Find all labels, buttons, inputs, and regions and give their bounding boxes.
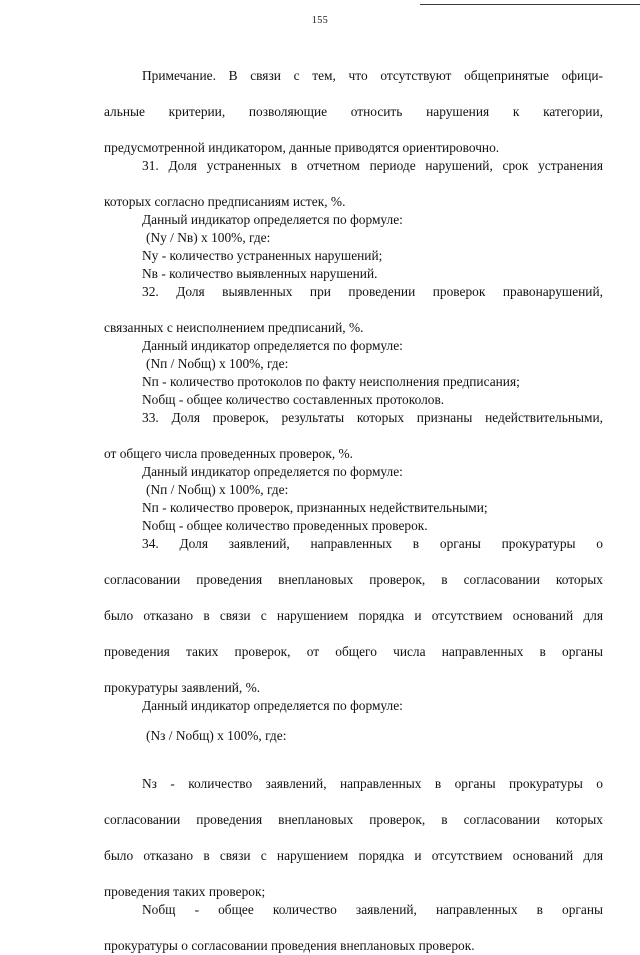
document-body (104, 67, 603, 955)
item-31-line: 31. Доля устраненных в отчетном периоде нарушений, срок устранения (142, 158, 603, 173)
definition-line: Nу - количество устраненных нарушений; (142, 248, 383, 263)
definition-line: Nобщ - общее количество заявлений, направленных в органы (142, 902, 603, 917)
item-32-line: связанных с неисполнением предписаний, %. (104, 320, 364, 335)
item-33-line: 33. Доля проверок, результаты которых признаны недействительными, (142, 410, 603, 425)
page-number: 155 (311, 15, 329, 26)
definition-line: Nобщ - общее количество составленных протоколов. (142, 392, 445, 407)
definition-line: Nп - количество протоколов по факту неисполнения предписания; (142, 374, 520, 389)
item-34-line: было отказано в связи с нарушением порядка и отсутствием оснований для (104, 608, 603, 623)
definition-line: Nобщ - общее количество проведенных проверок. (142, 518, 428, 533)
formula-33: (Nп / Nобщ) x 100%, где: (146, 482, 289, 497)
definition-line: Nз - количество заявлений, направленных в органы прокуратуры о (142, 776, 603, 791)
definition-line: проведения таких проверок; (104, 884, 266, 899)
item-32-line: 32. Доля выявленных при проведении проверок правонарушений, (142, 284, 603, 299)
definition-line: согласовании проведения внеплановых проверок, в согласовании которых (104, 812, 603, 827)
item-34-line: прокуратуры заявлений, %. (104, 680, 261, 695)
definition-line: прокуратуры о согласовании проведения внеплановых проверок. (104, 938, 475, 953)
formula-intro: Данный индикатор определяется по формуле: (142, 464, 403, 479)
definition-line: Nп - количество проверок, признанных недействительными; (142, 500, 488, 515)
formula-intro: Данный индикатор определяется по формуле: (142, 338, 403, 353)
item-31-line: которых согласно предписаниям истек, %. (104, 194, 346, 209)
item-33-line: от общего числа проведенных проверок, %. (104, 446, 354, 461)
formula-32: (Nп / Nобщ) x 100%, где: (146, 356, 289, 371)
formula-intro: Данный индикатор определяется по формуле: (142, 212, 403, 227)
formula-34: (Nз / Nобщ) x 100%, где: (146, 728, 287, 743)
definition-line: Nв - количество выявленных нарушений. (142, 266, 378, 281)
formula-31: (Nу / Nв) x 100%, где: (146, 230, 271, 245)
item-34-line: 34. Доля заявлений, направленных в органы прокуратуры о (142, 536, 603, 551)
note-line: альные критерии, позволяющие относить нарушения к категории, (104, 104, 603, 119)
definition-line: было отказано в связи с нарушением порядка и отсутствием оснований для (104, 848, 603, 863)
item-34-line: проведения таких проверок, от общего числа направленных в органы (104, 644, 603, 659)
note-line: предусмотренной индикатором, данные приводятся ориентировочно. (104, 140, 500, 155)
scan-edge-line (420, 4, 640, 5)
formula-intro: Данный индикатор определяется по формуле: (142, 698, 403, 713)
note-line: Примечание. В связи с тем, что отсутствуют общепринятые офици- (142, 68, 603, 83)
item-34-line: согласовании проведения внеплановых проверок, в согласовании которых (104, 572, 603, 587)
